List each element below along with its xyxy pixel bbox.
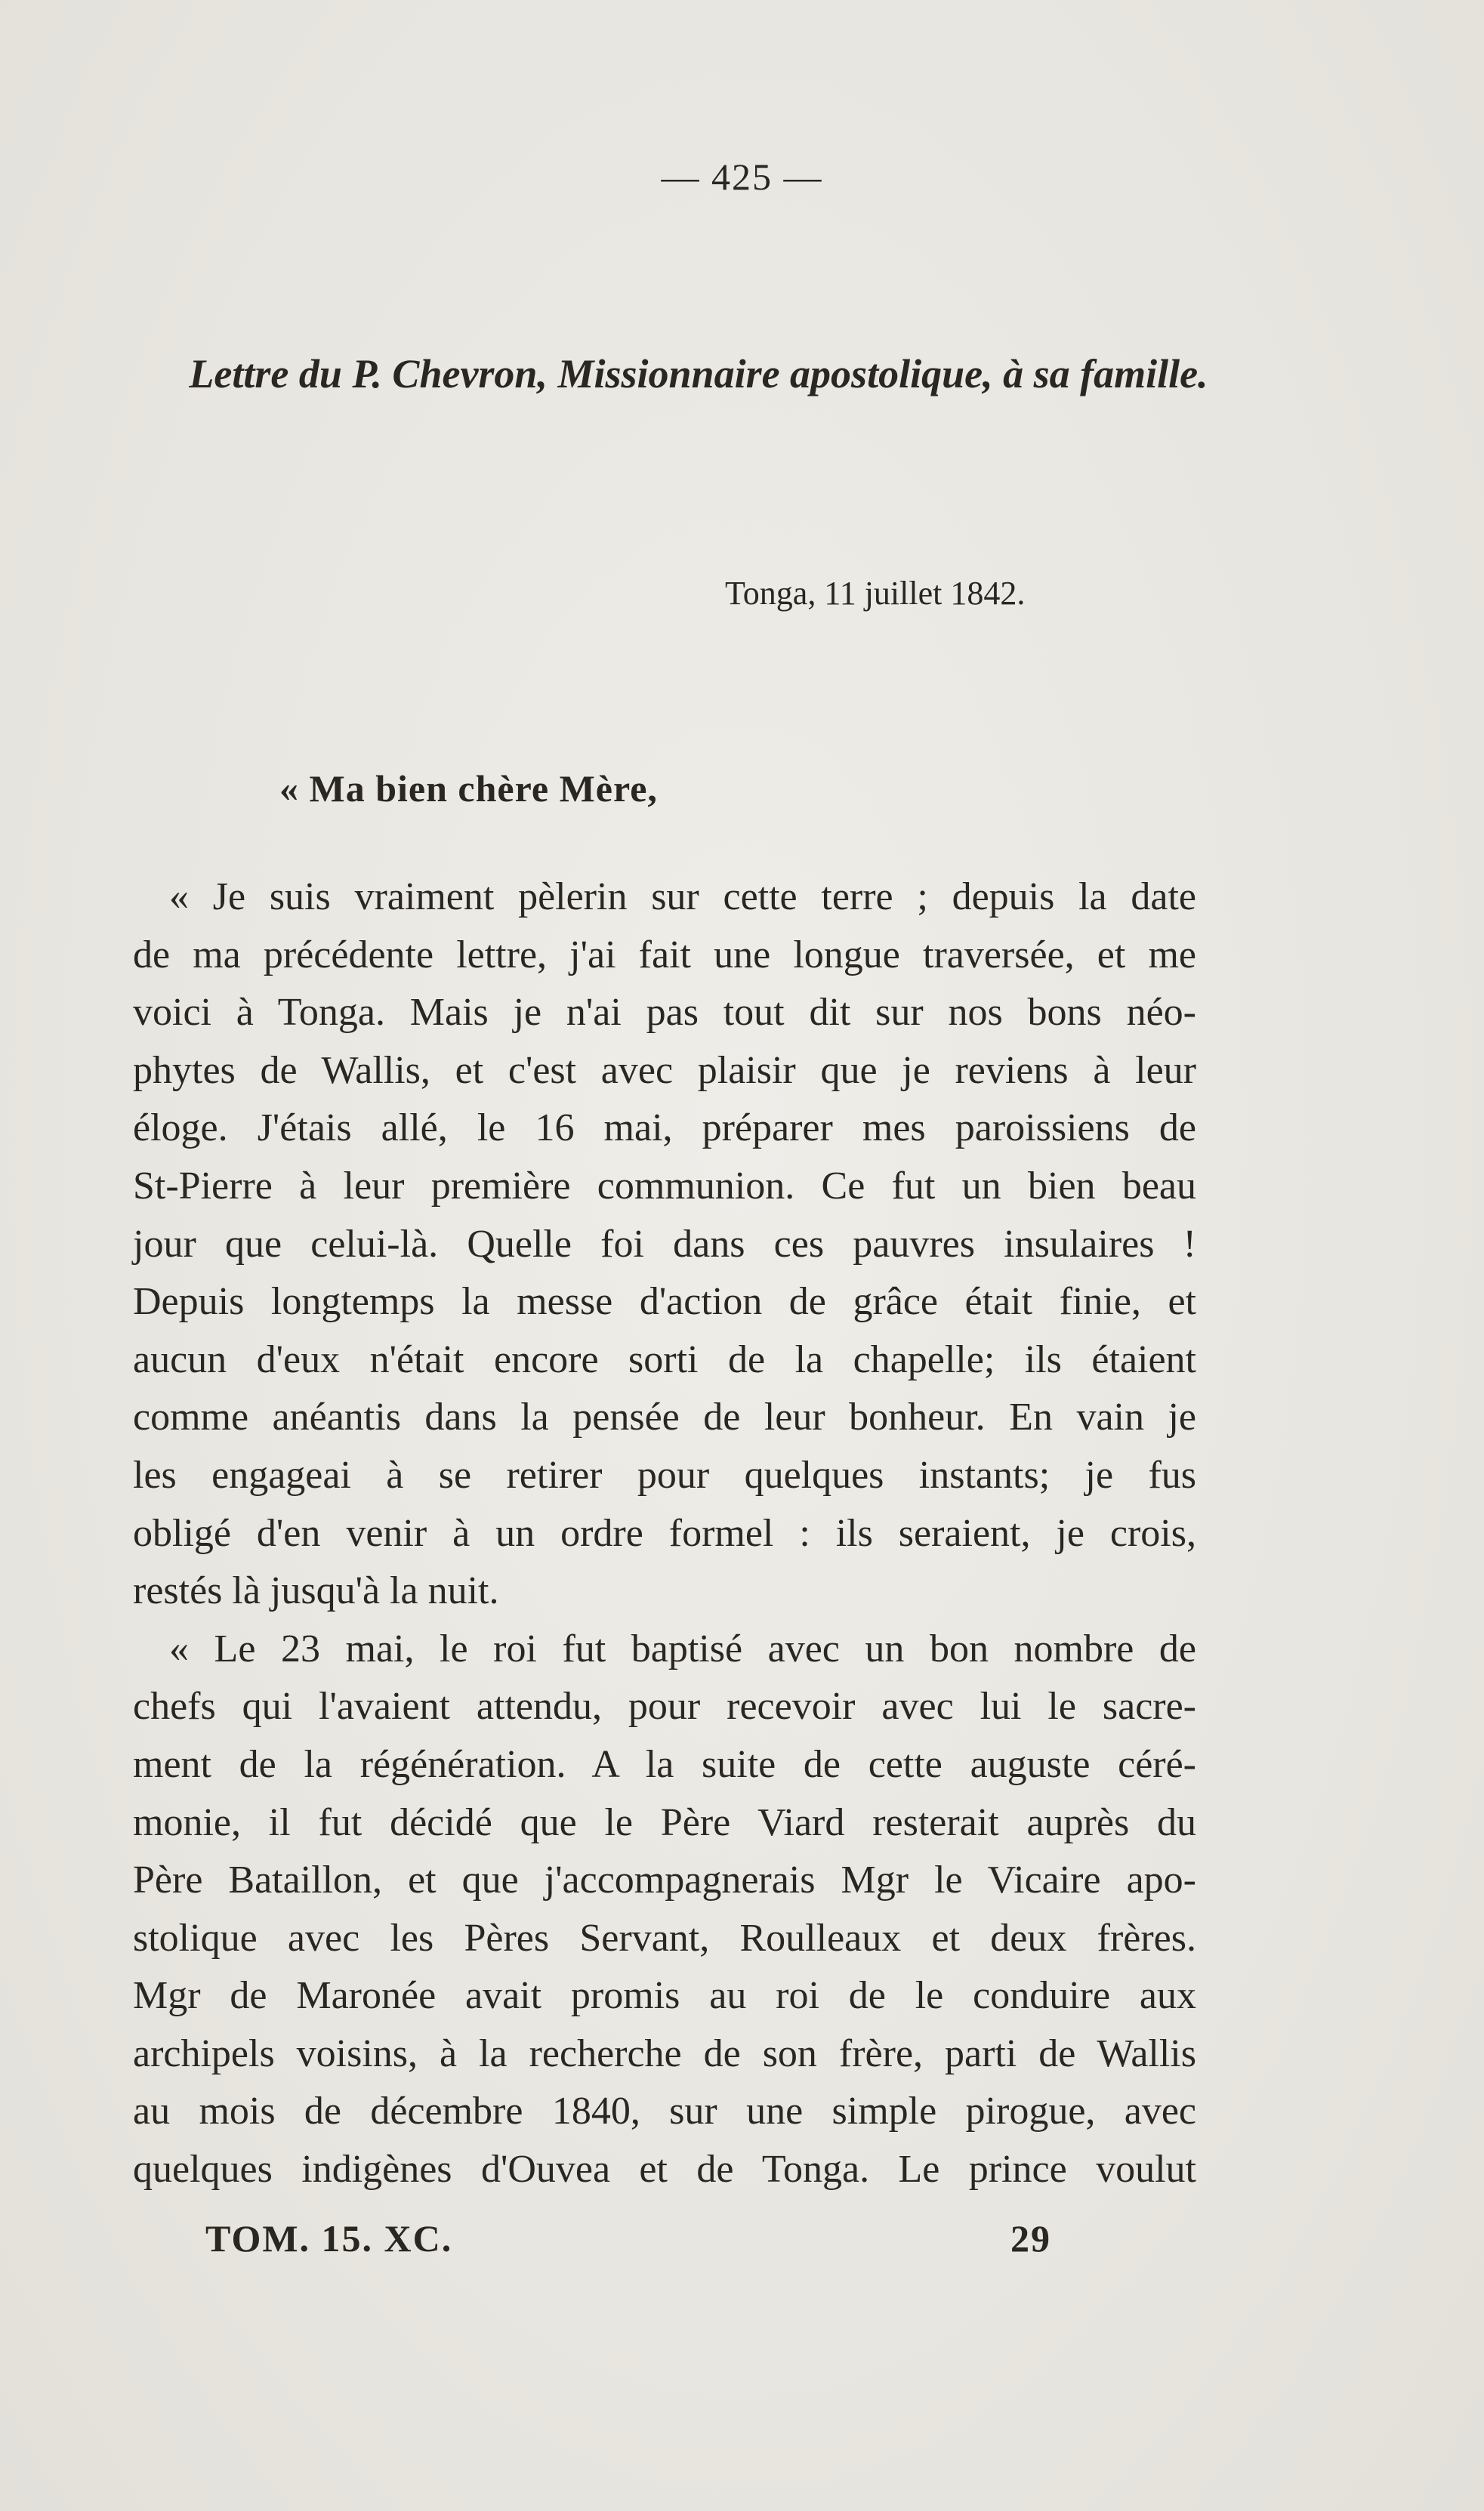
page-number: — 425 —	[661, 156, 823, 198]
body-line: « Le 23 mai, le roi fut baptisé avec un bon nombre de	[169, 1627, 1196, 1670]
body-line: chefs qui l'avaient attendu, pour recevoir avec lui le sacre-	[133, 1685, 1196, 1729]
letter-dateline: Tonga, 11 juillet 1842.	[725, 575, 1026, 612]
body-line: Depuis longtemps la messe d'action de grâce était finie, et	[133, 1280, 1196, 1324]
body-line: Mgr de Maronée avait promis au roi de le conduire aux	[133, 1974, 1196, 2018]
body-line: St-Pierre à leur première communion. Ce fut un bien beau	[133, 1164, 1196, 1208]
body-line: voici à Tonga. Mais je n'ai pas tout dit sur nos bons néo-	[133, 991, 1196, 1035]
letter-salutation: « Ma bien chère Mère,	[279, 767, 658, 810]
body-line: restés là jusqu'à la nuit.	[133, 1569, 499, 1613]
body-line: au mois de décembre 1840, sur une simple pirogue, avec	[133, 2090, 1196, 2133]
body-line: phytes de Wallis, et c'est avec plaisir que je reviens à leur	[133, 1048, 1196, 1092]
body-line: ment de la régénération. A la suite de cette auguste céré-	[133, 1742, 1196, 1786]
body-line: quelques indigènes d'Ouvea et de Tonga. Le prince voulut	[133, 2148, 1196, 2192]
body-line: éloge. J'étais allé, le 16 mai, préparer mes paroissiens de	[133, 1106, 1196, 1150]
body-line: jour que celui-là. Quelle foi dans ces pauvres insulaires !	[133, 1222, 1196, 1266]
body-line: obligé d'en venir à un ordre formel : ils seraient, je crois,	[133, 1511, 1196, 1555]
sheet-number: 29	[1010, 2217, 1051, 2260]
letter-title: Lettre du P. Chevron, Missionnaire apostolique, à sa famille.	[189, 351, 1208, 396]
body-line: les engageai à se retirer pour quelques instants; je fus	[133, 1453, 1196, 1497]
body-line: stolique avec les Pères Servant, Roulleaux et deux frères.	[133, 1916, 1196, 1960]
body-line: Père Bataillon, et que j'accompagnerais Mgr le Vicaire apo-	[133, 1859, 1196, 1902]
body-line: archipels voisins, à la recherche de son frère, parti de Wallis	[133, 2031, 1196, 2075]
body-line: « Je suis vraiment pèlerin sur cette terre ; depuis la date	[169, 875, 1196, 918]
body-line: aucun d'eux n'était encore sorti de la chapelle; ils étaient	[133, 1337, 1196, 1381]
body-line: comme anéantis dans la pensée de leur bonheur. En vain je	[133, 1396, 1196, 1439]
printer-signature: TOM. 15. XC.	[205, 2217, 453, 2260]
body-line: monie, il fut décidé que le Père Viard resterait auprès du	[133, 1800, 1196, 1844]
body-line: de ma précédente lettre, j'ai fait une longue traversée, et me	[133, 933, 1196, 976]
letter-body	[133, 868, 1196, 2199]
